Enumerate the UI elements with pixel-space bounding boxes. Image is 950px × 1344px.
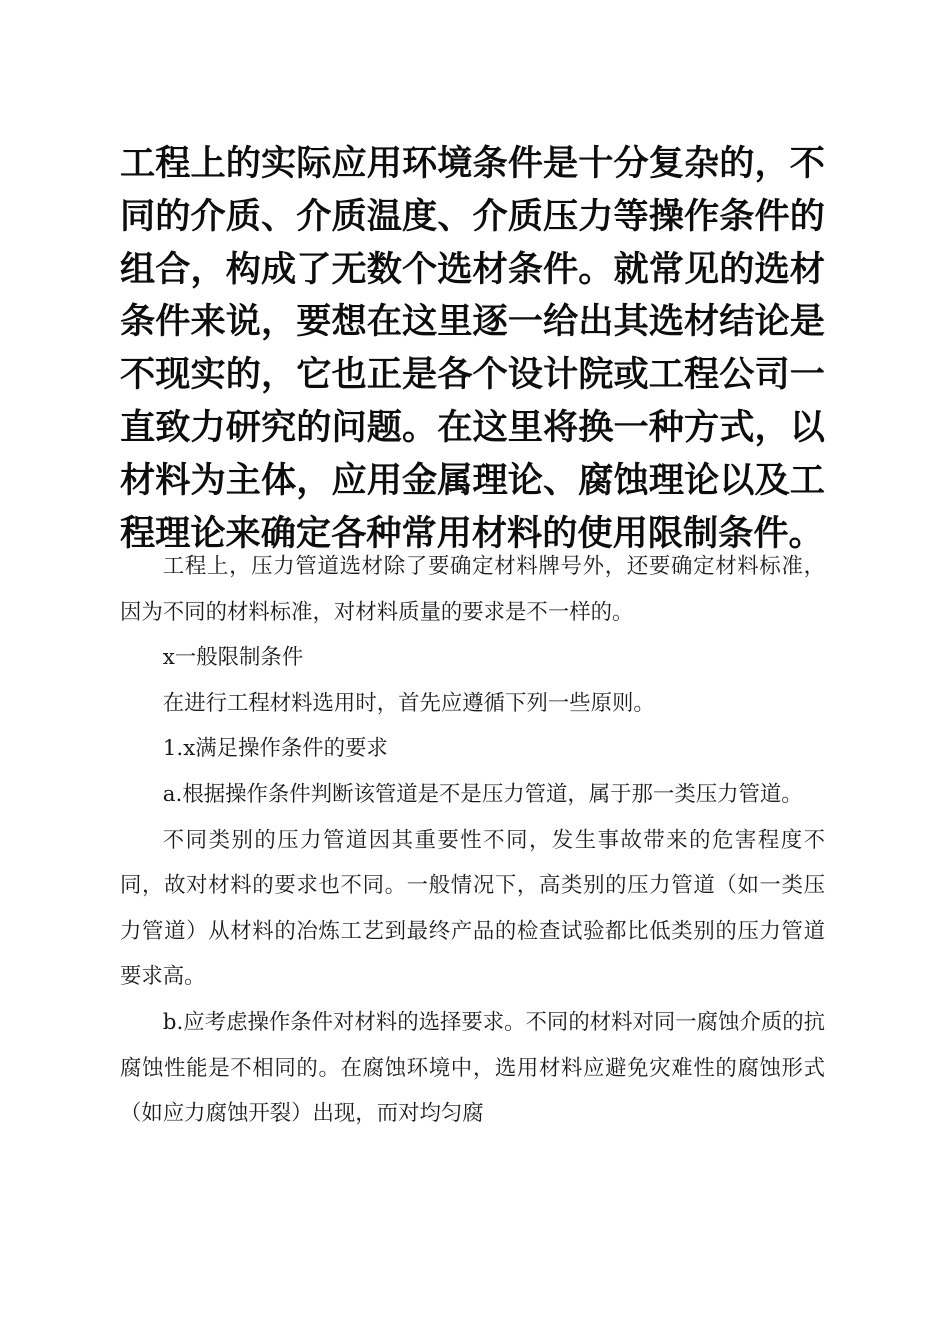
body-text	[120, 544, 825, 1137]
paragraph-principles: 在进行工程材料选用时，首先应遵循下列一些原则。	[162, 690, 655, 716]
paragraph-material-standard: 工程上，压力管道选材除了要确定材料牌号外，还要确定材料标准，因为不同的材料标准，对材料质量的要求是不一样的。	[120, 554, 825, 625]
subsection-heading-operating-conditions: 1.x满足操作条件的要求	[162, 736, 388, 762]
paragraph-pipe-categories: 不同类别的压力管道因其重要性不同，发生事故带来的危害程度不同，故对材料的要求也不同。一般情况下，高类别的压力管道（如一类压力管道）从材料的冶炼工艺到最终产品的检查试验都比低类别的压力管道要求高。	[120, 827, 825, 990]
bold-intro-paragraph: 工程上的实际应用环境条件是十分复杂的，不同的介质、介质温度、介质压力等操作条件的组合，构成了无数个选材条件。就常见的选材条件来说，要想在这里逐一给出其选材结论是不现实的，它也正是各个设计院或工程公司一直致力研究的问题。在这里将换一种方式，以材料为主体，应用金属理论、腐蚀理论以及工程理论来确定各种常用材料的使用限制条件。	[120, 143, 825, 554]
section-heading-general-limits: x一般限制条件	[162, 645, 304, 671]
paragraph-item-b: b.应考虑操作条件对材料的选择要求。不同的材料对同一腐蚀介质的抗腐蚀性能是不相同的。在腐蚀环境中，选用材料应避免灾难性的腐蚀形式（如应力腐蚀开裂）出现，而对均匀腐	[120, 1009, 826, 1127]
paragraph-item-a: a.根据操作条件判断该管道是不是压力管道，属于那一类压力管道。	[162, 781, 803, 807]
